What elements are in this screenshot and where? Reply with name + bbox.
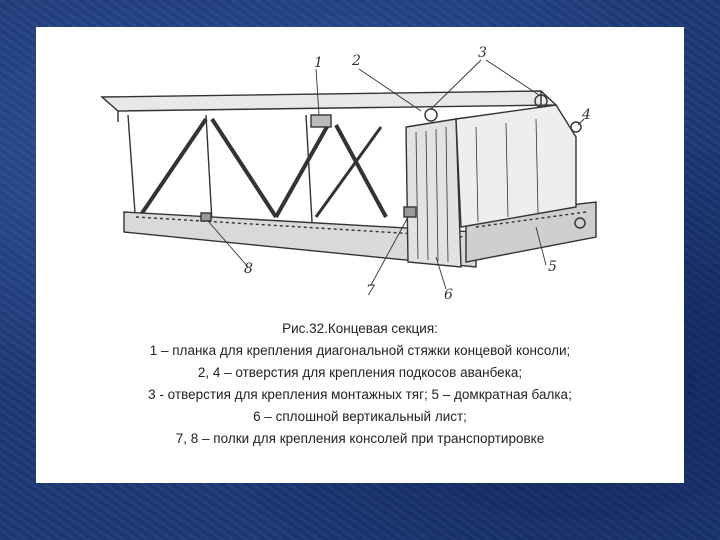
caption-line: 3 - отверстия для крепления монтажных тяг; 5 – домкратная балка;	[148, 387, 572, 402]
shelf-7	[404, 207, 416, 217]
vertical-plate	[406, 119, 461, 267]
top-deck	[102, 91, 556, 111]
truss-section-drawing	[36, 27, 684, 317]
caption-title: Рис.32.Концевая секция:	[282, 321, 438, 336]
callout-3: 3	[478, 45, 487, 61]
shelf-8	[201, 213, 211, 221]
caption-line: 1 – планка для крепления диагональной стяжки концевой консоли;	[149, 343, 571, 358]
callout-7: 7	[366, 283, 375, 299]
caption-line: 2, 4 – отверстия для крепления подкосов аванбека;	[197, 365, 523, 380]
callout-6: 6	[444, 287, 453, 303]
callout-1: 1	[314, 55, 323, 71]
callout-5: 5	[548, 259, 557, 275]
callout-2: 2	[352, 53, 361, 69]
figure-caption	[36, 318, 684, 450]
left-post	[128, 115, 136, 227]
callout-4: 4	[582, 107, 591, 123]
plate-1	[311, 115, 331, 127]
callout-8: 8	[244, 261, 253, 277]
caption-line: 7, 8 – полки для крепления консолей при транспортировке	[175, 431, 545, 446]
end-block	[456, 105, 576, 227]
caption-line: 6 – сплошной вертикальный лист;	[253, 409, 467, 424]
slide-card	[36, 27, 684, 483]
hole-3a	[425, 109, 437, 121]
